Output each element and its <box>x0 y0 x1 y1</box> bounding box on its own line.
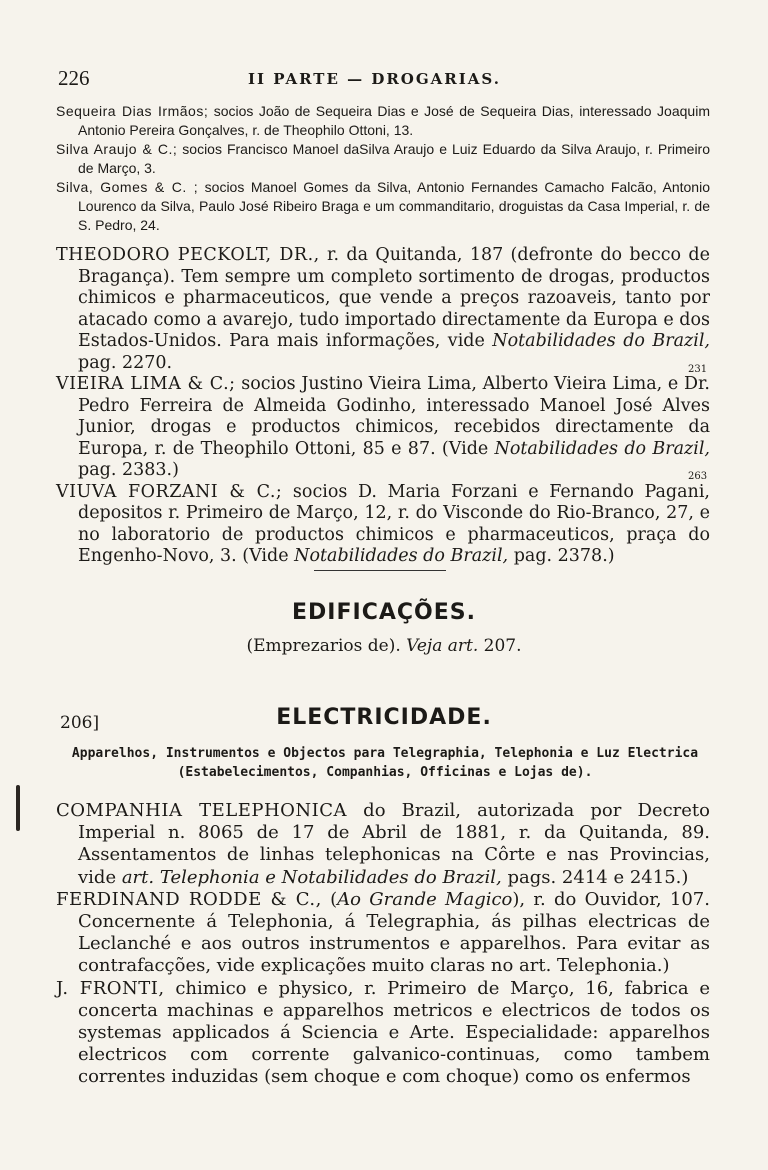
entry-body: socios Manoel Gomes da Silva, Antonio Fernandes Camacho Falcão, Antonio Lourenco da Silva, Paulo José Ribeiro Braga e um commanditario, droguistas da Casa Imperial, r. de S. Pedro, 24. <box>78 179 710 233</box>
entry-tail: pag. 2378.) <box>508 546 615 566</box>
section-title-electricidade: ELECTRICIDADE. <box>276 705 492 730</box>
page-number: 226 <box>58 66 90 90</box>
directory-entry: VIEIRA LIMA & C.; socios Justino Vieira Lima, Alberto Vieira Lima, e Dr. Pedro Ferreira de Almeida Godinho, interessado Manoel José Alves Junior, drogas e productos chimicos, recebidos directamente da Europa, r. de Theophilo Ottoni, 85 e 87. (Vide Notabilidades do Brazil, pag. 2383.) 263 <box>56 374 710 482</box>
entry-italic-ref: Notabilidades do Brazil, <box>294 546 509 566</box>
subtitle-text: (Emprezarios de). <box>246 636 401 656</box>
entry-italic-ref: art. Telephonia e Notabilidades do Brazil, <box>121 866 502 888</box>
dense-entries <box>56 102 710 235</box>
entry-tail: pag. 2383.) <box>78 460 179 480</box>
entry-name: VIUVA FORZANI & C.; <box>56 481 283 502</box>
entry-body: socios Justino Vieira Lima, Alberto Vieira Lima, e Dr. Pedro Ferreira de Almeida Godinho, interessado Manoel José Alves Junior, drogas e productos chimicos, recebidos directamente da Europa, r. de Theophilo Ottoni, 85 e 87. (Vide <box>78 374 710 459</box>
directory-entry: THEODORO PECKOLT, DR., r. da Quitanda, 187 (defronte do becco de Bragança). Tem sempre um completo sortimento de drogas, productos chimicos e pharmaceuticos, que vende a preços razoaveis, tanto por atacado como a avarejo, tudo importado directamente da Europa e dos Estados-Unidos. Para mais informações, vide Notabilidades do Brazil, pag. 2270. 231 <box>56 245 710 375</box>
section-subtitle-edificacoes <box>0 636 768 656</box>
mid-entries <box>56 245 710 568</box>
entry-body: ( <box>321 888 338 910</box>
directory-entry <box>56 800 710 889</box>
page-header <box>58 66 708 92</box>
entry-name: Silva, Gomes & C. ; <box>56 179 199 195</box>
entry-body: chimico e physico, r. Primeiro de Março, 16, fabrica e concerta machinas e apparelhos metricos e electricos de todos os systemas applicados á Sciencia e Arte. Especialidade: apparelhos electricos com corrente galvanico-continuas, como tambem correntes induzidas (sem choque e com choque) como os enfermos <box>78 977 710 1088</box>
entry-name: Silva Araujo & C.; <box>56 141 178 157</box>
entry-body: socios D. Maria Forzani e Fernando Pagani, depositos r. Primeiro de Março, 12, r. do Visconde do Rio-Branco, 27, e no laboratorio de productos chimicos e pharmaceuticos, praça do Engenho-Novo, 3. (Vide <box>78 481 710 566</box>
subtitle-italic: Veja art. <box>406 636 479 656</box>
entry-tail: ), r. do Ouvidor, 107. Concernente á Telephonia, á Telegraphia, ás pilhas electricas de Leclanché e aos outros instrumentos e apparelhos. Para evitar as contrafacções, vide explicações muito claras no art. Telephonia.) <box>78 888 710 977</box>
directory-entry <box>56 140 710 178</box>
section-title-edificacoes: EDIFICAÇÕES. <box>292 600 476 625</box>
entry-body: do Brazil, autorizada por Decreto Imperial n. 8065 de 17 de Abril de 1881, r. da Quitanda, 89. Assentamentos de linhas telephonicas na Côrte e nas Provincias, vide <box>78 800 710 888</box>
entry-italic-ref: Notabilidades do Brazil, <box>494 438 710 459</box>
directory-entry <box>56 102 710 140</box>
entry-italic-ref: Notabilidades do Brazil, <box>492 331 710 351</box>
entry-body: socios Francisco Manoel daSilva Araujo e Luiz Eduardo da Silva Araujo, r. Primeiro de Março, 3. <box>78 141 711 176</box>
entry-tail: pag. 2270. <box>78 352 173 373</box>
directory-entry <box>56 978 710 1089</box>
directory-entry <box>56 889 710 978</box>
section-divider <box>314 570 446 571</box>
margin-ink-mark <box>16 785 20 831</box>
directory-entry <box>56 178 710 235</box>
entry-name: COMPANHIA TELEPHONICA <box>56 800 348 821</box>
section-subtitle-electricidade: Apparelhos, Instrumentos e Objectos para Telegraphia, Telephonia e Luz Electrica (Estabelecimentos, Companhias, Officinas e Lojas de). <box>71 746 699 780</box>
entry-italic-ref: Ao Grande Magico <box>337 888 513 910</box>
running-head: II PARTE — DROGARIAS. <box>248 70 501 88</box>
entry-body: r. da Quitanda, 187 (defronte do becco de Bragança). Tem sempre um completo sortimento de drogas, productos chimicos e pharmaceuticos, que vende a preços razoaveis, tanto por atacado como a avarejo, tudo importado directamente da Europa e dos Estados-Unidos. Para mais informações, vide <box>78 245 710 351</box>
entry-name: VIEIRA LIMA & C.; <box>56 374 236 394</box>
entry-body: socios João de Sequeira Dias e José de Sequeira Dias, interessado Joaquim Antonio Pereira Gonçalves, r. de Theophilo Ottoni, 13. <box>78 103 710 138</box>
subtitle-ref: 207. <box>483 636 522 656</box>
entry-name: J. FRONTI, <box>56 977 165 999</box>
entry-name: FERDINAND RODDE & C., <box>56 888 322 910</box>
section-number: 206] <box>60 713 100 733</box>
lower-entries <box>56 800 710 1089</box>
directory-entry <box>56 482 710 568</box>
entry-tail: pags. 2414 e 2415.) <box>501 866 689 888</box>
entry-name: Sequeira Dias Irmãos; <box>56 103 209 119</box>
entry-name: THEODORO PECKOLT, DR., <box>56 245 320 265</box>
